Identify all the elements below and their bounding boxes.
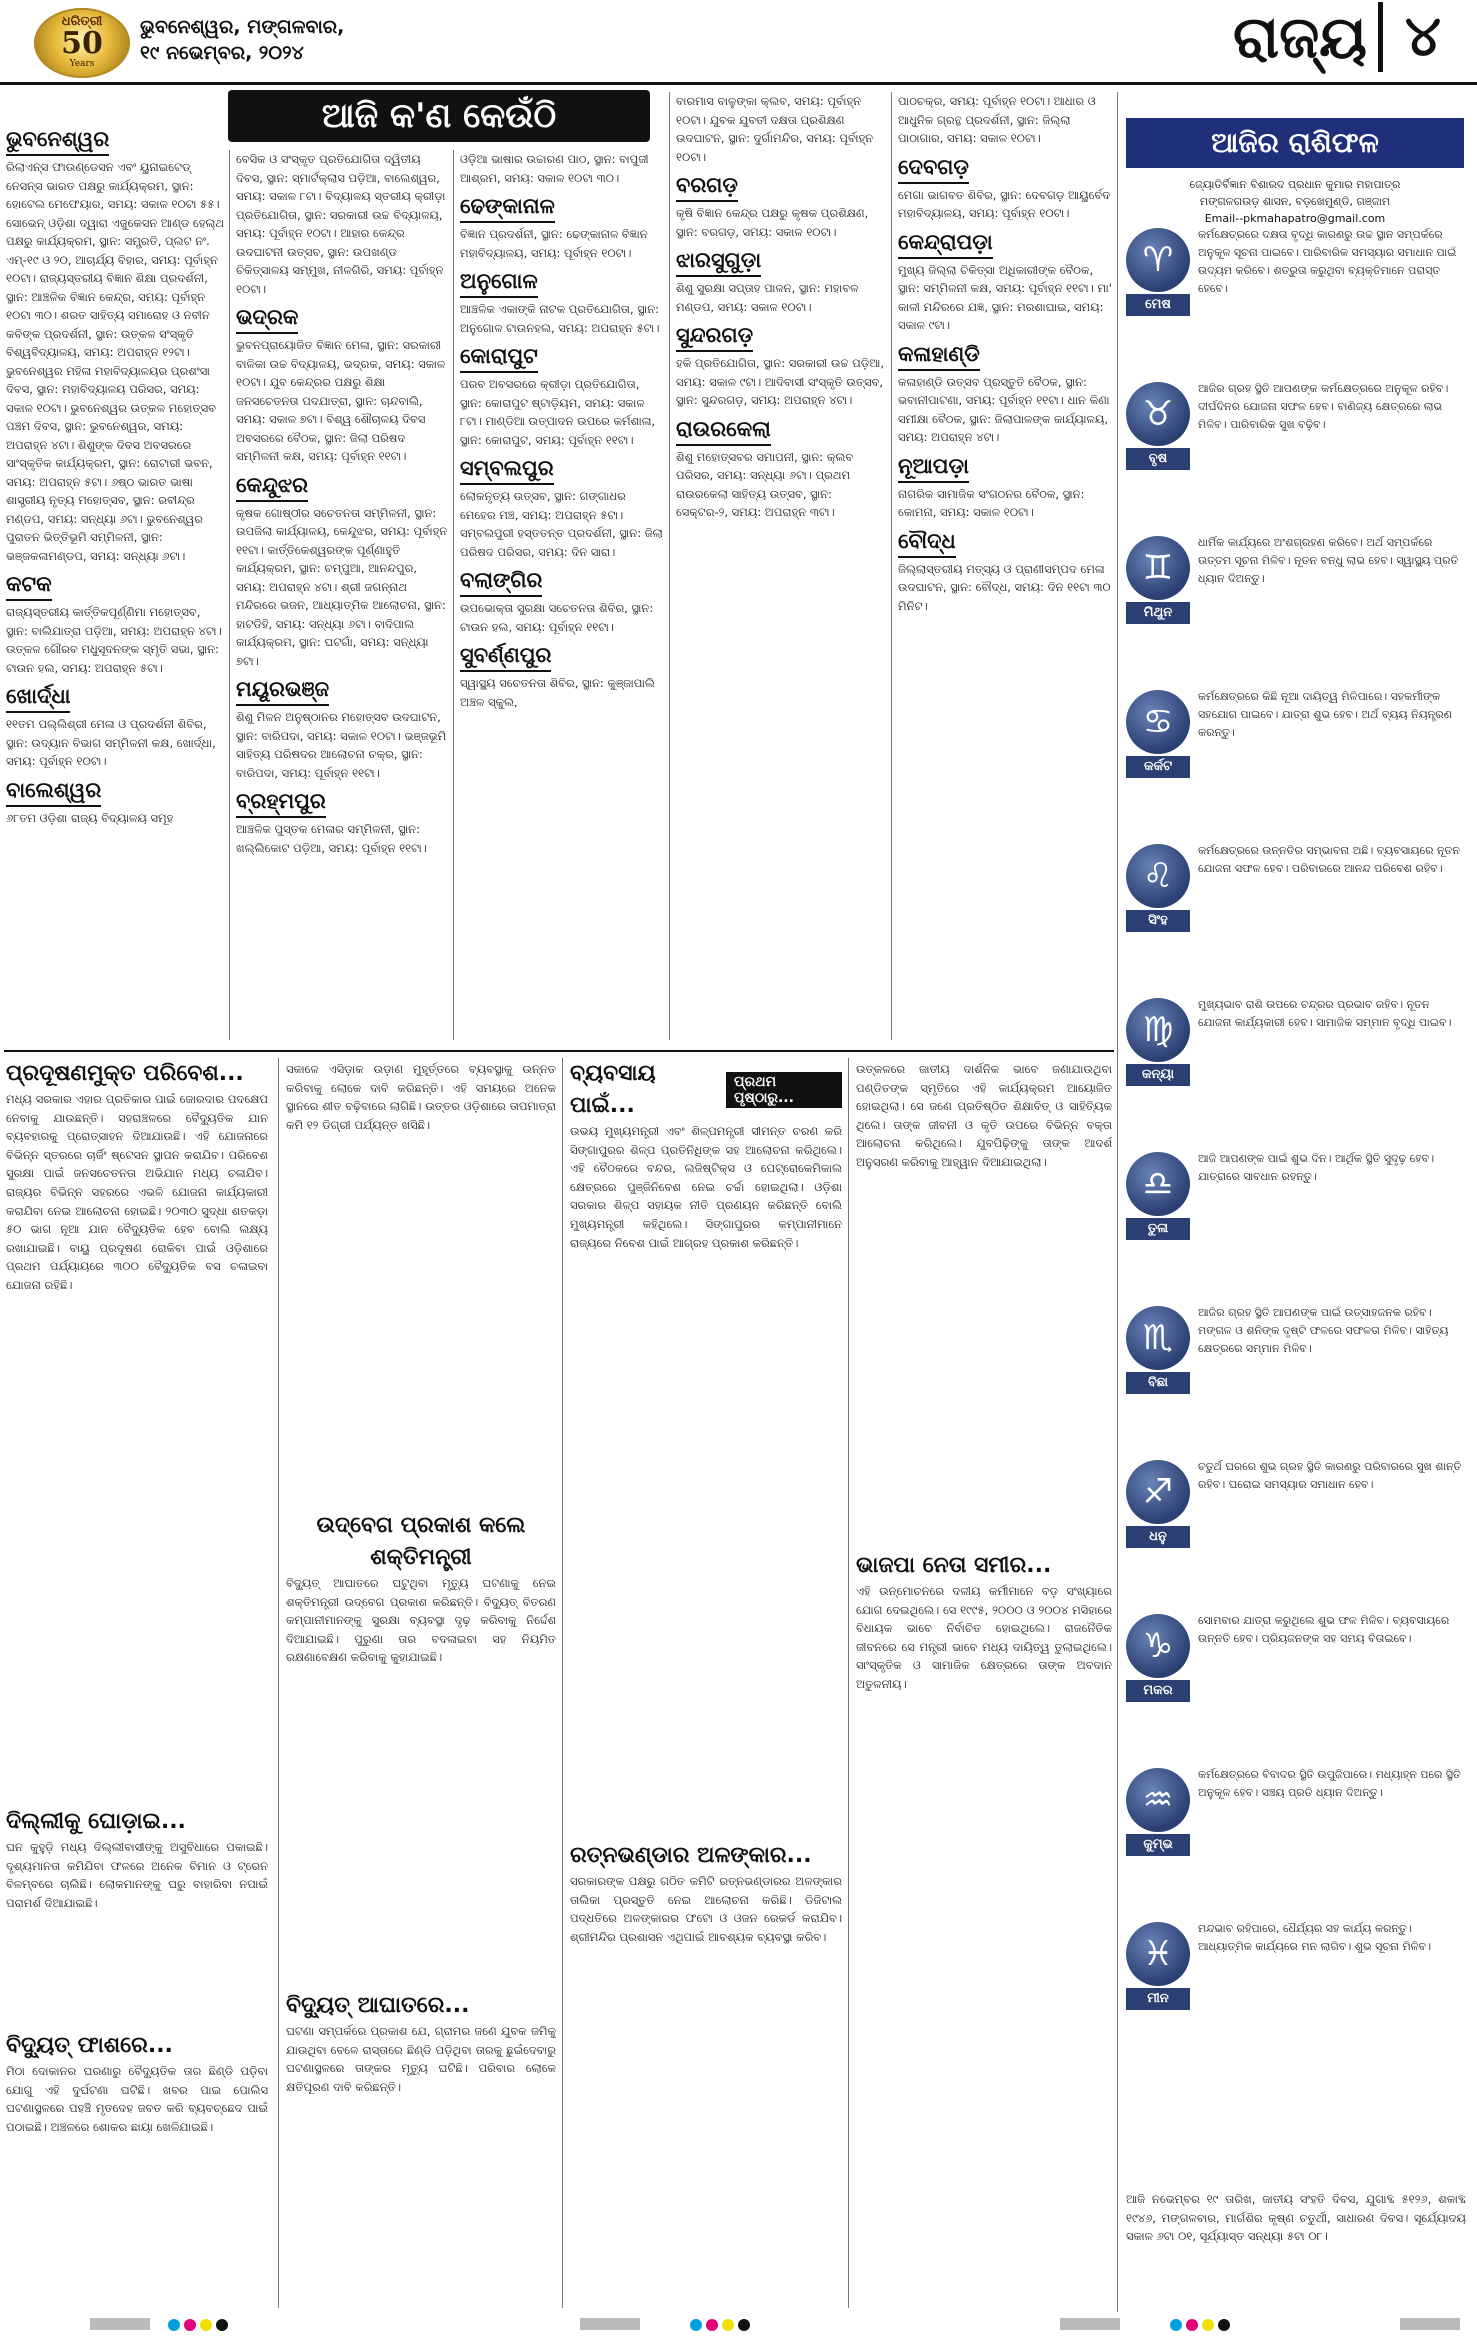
yellow-mark	[1202, 2319, 1214, 2331]
zodiac-item	[1126, 838, 1466, 974]
zodiac-forecast: କର୍ମକ୍ଷେତ୍ରରେ ଦକ୍ଷତା ବୃଦ୍ଧି କାରଣରୁ ଉଚ୍ଚ ସ୍ଥାନ ସମ୍ପର୍କରେ ଅନୁକୂଳ ସୂଚନା ପାଇବେ। ପାରିବାରିକ ସମସ୍ୟାର ସମାଧାନ ପାଇଁ ଉଦ୍ୟମ କରିବେ। ଶତ୍ରୁତା କରୁଥିବା ବ୍ୟକ୍ତିମାନେ ପରାସ୍ତ ହେବେ।	[1198, 228, 1457, 295]
zodiac-symbol-icon: ♎	[1126, 1152, 1190, 1216]
column-divider	[562, 1058, 563, 2308]
column-intro-events: ପାଠଚକ୍ର, ସମୟ: ପୂର୍ବାହ୍ନ ୧୦ଟା। ଆଧାର ଓ ଆଧୁନିକ ଗ୍ରନ୍ଥ ପ୍ରଦର୍ଶନୀ, ସ୍ଥାନ: ଜିଲ୍ଲା ପାଠାଗାର, ସମୟ: ସକାଳ ୧୦ଟା।	[898, 94, 1096, 145]
zodiac-forecast: ସୋମବାର ଯାତ୍ରା କରୁଥିଲେ ଶୁଭ ଫଳ ମିଳିବ। ବ୍ୟବସାୟରେ ଉନ୍ନତି ହେବ। ପ୍ରିୟଜନଙ୍କ ସହ ସମୟ ବିତାଇବେ।	[1198, 1614, 1450, 1645]
city-events: ମୁଖ୍ୟ ଜିଲ୍ଲା ଚିକିତ୍ସା ଅଧିକାରୀଙ୍କ ବୈଠକ, ସ୍ଥାନ: ସମ୍ମିଳନୀ କକ୍ଷ, ସମୟ: ପୂର୍ବାହ୍ନ ୧୧ଟା। ମା' କାଳୀ ମନ୍ଦିରରେ ଯଜ୍ଞ, ସ୍ଥାନ: ମରଶାଘାଇ, ସମୟ: ସକାଳ ୯ଟା।	[898, 262, 1112, 332]
masthead-rule	[0, 82, 1477, 85]
story-byabasaya	[570, 1058, 842, 1872]
registration-marks	[168, 2316, 232, 2335]
city-heading: କେନ୍ଦ୍ରାପଡ଼ା	[898, 227, 993, 259]
horoscope-byline	[1126, 176, 1464, 227]
zodiac-symbol-icon: ♑	[1126, 1614, 1190, 1678]
cyan-mark	[690, 2319, 702, 2331]
zodiac-symbol-icon: ♊	[1126, 536, 1190, 600]
dateline-date: ୧୯ ନଭେମ୍ବର, ୨୦୨୪	[140, 42, 304, 64]
city-events: ଆଞ୍ଚଳିକ ପୁସ୍ତକ ମେଳାର ସମ୍ମିଳନୀ, ସ୍ଥାନ: ଖଲ୍ଲିକୋଟ ପଡ଼ିଆ, ସମୟ: ପୂର୍ବାହ୍ନ ୧୧ଟା।	[236, 822, 427, 855]
column-intro-events: ଓଡ଼ିଆ ଭାଷାର ଉଚ୍ଚାରଣ ପାଠ, ସ୍ଥାନ: ବାପୁଜୀ ଆଶ୍ରମ, ସମୟ: ସକାଳ ୧୦ଟା ୩୦।	[460, 152, 649, 185]
story-headline: ରତ୍ନଭଣ୍ଡାର ଅଳଙ୍କାର...	[570, 1843, 812, 1868]
logo-years: Years	[69, 59, 95, 69]
zodiac-item	[1126, 684, 1466, 820]
zodiac-label: ମେଷ	[1126, 294, 1190, 316]
black-mark	[216, 2319, 228, 2331]
story-headline: ବିଦ୍ୟୁତ୍ ଫାଶରେ...	[6, 2033, 173, 2058]
column-intro-events: ବେସିକ ଓ ସଂସ୍କୃତ ପ୍ରତିଯୋଗିତା ଦ୍ୱିତୀୟ ଦିବସ, ସ୍ଥାନ: ସ୍ମାର୍ଟକ୍ଲାସ ପଡ଼ିଆ, ବାଲେଶ୍ୱର, ସମୟ: ସକାଳ ୮ଟା। ବିଦ୍ୟାଳୟ ସ୍ତରୀୟ କ୍ରୀଡ଼ା ପ୍ରତିଯୋଗିତା, ସ୍ଥାନ: ସରକାରୀ ଉଚ୍ଚ ବିଦ୍ୟାଳୟ, ସମୟ: ପୂର୍ବାହ୍ନ ୧୦ଟା। ଆହାର କେନ୍ଦ୍ର ଉଦଘାଟନୀ ଉତ୍ସବ, ସ୍ଥାନ: ଉପଖଣ୍ଡ ଚିକିତ୍ସାଳୟ ସମ୍ମୁଖ, ନୀଳଗିରି, ସମୟ: ପୂର୍ବାହ୍ନ ୧୦ଟା।	[236, 152, 446, 296]
story-bjp-neta	[856, 1550, 1112, 2282]
column-divider	[453, 150, 454, 1040]
city-heading: ଭଦ୍ରକ	[236, 302, 298, 334]
city-events: ରାଜ୍ୟସ୍ତରୀୟ କାର୍ତ୍ତିକପୂର୍ଣ୍ଣିମା ମହୋତ୍ସବ, ସ୍ଥାନ: ବାଲିଯାତ୍ରା ପଡ଼ିଆ, ସମୟ: ଅପରାହ୍ନ ୪ଟା। ଉତ୍କଳ ଗୌରବ ମଧୁସୂଦନଙ୍କ ସ୍ମୃତି ସଭା, ସ୍ଥାନ: ଟାଉନ ହଲ, ସମୟ: ଅପରାହ୍ନ ୫ଟା।	[6, 605, 222, 675]
zodiac-forecast: ଆଜି ଆପଣଙ୍କ ପାଇଁ ଶୁଭ ଦିନ। ଆର୍ଥିକ ସ୍ଥିତି ସୁଦୃଢ଼ ହେବ। ଯାତ୍ରାରେ ସାବଧାନ ରହନ୍ତୁ।	[1198, 1152, 1435, 1183]
column-divider	[229, 150, 230, 1040]
zodiac-forecast: ମନ୍ଦଭାବ ରହିପାରେ, ଧୈର୍ଯ୍ୟର ସହ କାର୍ଯ୍ୟ କରନ୍ତୁ। ଆଧ୍ୟାତ୍ମିକ କାର୍ଯ୍ୟରେ ମନ ଲାଗିବ। ଶୁଭ ସୂଚନା ମିଳିବ।	[1198, 1922, 1432, 1953]
city-heading: ବ୍ରହ୍ମପୁର	[236, 786, 326, 818]
zodiac-label: କୁମ୍ଭ	[1126, 1834, 1190, 1856]
logo-title: ଧରିତ୍ରୀ	[61, 14, 103, 29]
city-events: ବିଜ୍ଞାନ ପ୍ରଦର୍ଶନୀ, ସ୍ଥାନ: ଢେଙ୍କାନାଳ ବିଜ୍ଞାନ ମହାବିଦ୍ୟାଳୟ, ସମୟ: ପୂର୍ବାହ୍ନ ୧୦ଟା।	[460, 227, 648, 260]
story-bidyut-phasa	[6, 2030, 268, 2302]
story-body: ଘଟଣା ସମ୍ପର୍କରେ ପ୍ରକାଶ ଯେ, ଗ୍ରାମର ଜଣେ ଯୁବକ ଜମିକୁ ଯାଉଥିବା ବେଳେ ରାସ୍ତାରେ ଛିଣ୍ଡି ପଡ଼ିଥିବା ତାରକୁ ଛୁଇଁଦେବାରୁ ଘଟଣାସ୍ଥଳରେ ତାଙ୍କର ମୃତ୍ୟୁ ଘଟିଛି। ପରିବାର ଲୋକେ କ୍ଷତିପୂରଣ ଦାବି କରିଛନ୍ତି।	[286, 2024, 556, 2094]
section-title: ରାଜ୍ୟ	[1232, 3, 1367, 71]
story-pradushan	[6, 1058, 268, 1770]
city-heading: ବାଲେଶ୍ୱର	[6, 775, 101, 807]
city-events: କଳାହାଣ୍ଡି ଉତ୍ସବ ପ୍ରସ୍ତୁତି ବୈଠକ, ସ୍ଥାନ: ଭବାନୀପାଟଣା, ସମୟ: ପୂର୍ବାହ୍ନ ୧୧ଟା। ଧାନ କିଣା ସମୀକ୍ଷା ବୈଠକ, ସ୍ଥାନ: ଜିଲାପାଳଙ୍କ କାର୍ଯ୍ୟାଳୟ, ସମୟ: ଅପରାହ୍ନ ୪ଟା।	[898, 374, 1110, 444]
zodiac-label: ସିଂହ	[1126, 910, 1190, 932]
city-events: ପରବ ଅବସରରେ କ୍ରୀଡ଼ା ପ୍ରତିଯୋଗିତା, ସ୍ଥାନ: କୋରାପୁଟ ଷ୍ଟାଡ଼ିୟମ, ସମୟ: ସକାଳ ୮ଟା। ମାଣ୍ଡିଆ ଉତ୍ପାଦନ ଉପରେ କର୍ମଶାଳା, ସ୍ଥାନ: କୋରାପୁଟ, ସମୟ: ପୂର୍ବାହ୍ନ ୧୧ଟା।	[460, 377, 656, 447]
city-events: ନାଗରିକ ସାମାଜିକ ସଂଗଠନର ବୈଠକ, ସ୍ଥାନ: କୋମନା, ସମୟ: ସକାଳ ୧୦ଟା।	[898, 486, 1085, 519]
cyan-mark	[168, 2319, 180, 2331]
story-headline: ବିଦ୍ୟୁତ୍ ଆଘାତରେ...	[286, 1993, 470, 2018]
zodiac-item	[1126, 1608, 1466, 1744]
zodiac-item	[1126, 1454, 1466, 1590]
story-continuation: ସକାଳେ ଏସିଡ଼ାକ ଉଡ଼ାଣ ମୁହୂର୍ତ୍ତରେ ବ୍ୟବସ୍ଥାକୁ ଉନ୍ନତ କରିବାକୁ ଲୋକେ ଦାବି କରିଛନ୍ତି। ଏହି ସମୟରେ ଅନେକ ସ୍ଥାନରେ ଶୀତ ବଢ଼ିବାରେ ଲାଗିଛି। ଉତ୍ତର ଓଡ଼ିଶାରେ ତାପମାତ୍ରା କମି ୧୨ ଡିଗ୍ରୀ ପର୍ଯ୍ୟନ୍ତ ଖସିଛି।	[286, 1062, 556, 1132]
city-heading: ନୂଆପଡ଼ା	[898, 451, 969, 483]
city-heading: ସୁବର୍ଣ୍ଣପୁର	[460, 640, 551, 672]
magenta-mark	[1186, 2319, 1198, 2331]
city-heading: ବଲାଙ୍ଗିର	[460, 565, 542, 597]
events-column-2	[236, 150, 448, 1042]
print-color-bar	[1060, 2318, 1120, 2330]
story-body: ଘନ କୁହୁଡ଼ି ମଧ୍ୟ ଦିଲ୍ଲୀବାସୀଙ୍କୁ ଅସୁବିଧାରେ ପକାଇଛି। ଦୃଶ୍ୟମାନତା କମିଯିବା ଫଳରେ ଅନେକ ବିମାନ ଓ ଟ୍ରେନ ବିଳମ୍ବରେ ଚାଲିଛି। ଲୋକମାନଙ୍କୁ ଘରୁ ବାହାରିବା ନପାଇଁ ପରାମର୍ଶ ଦିଆଯାଇଛି।	[6, 1840, 268, 1910]
dateline-place-day: ଭୁବନେଶ୍ୱର, ମଙ୍ଗଳବାର,	[140, 16, 345, 38]
dateline	[140, 14, 344, 66]
events-column-1	[6, 122, 224, 1042]
city-heading: କଳାହାଣ୍ଡି	[898, 339, 980, 371]
zodiac-item	[1126, 992, 1466, 1128]
story-body: ମଧ୍ୟ ସରକାର ଏହାର ପ୍ରତିକାର ପାଇଁ ଜୋରଦାର ପଦକ୍ଷେପ ନେବାକୁ ଯାଉଛନ୍ତି। ସହରାଞ୍ଚଳରେ ବୈଦ୍ୟୁତିକ ଯାନ ବ୍ୟବହାରକୁ ପ୍ରୋତ୍ସାହନ ଦିଆଯାଉଛି। ଏହି ଯୋଜନାରେ ବିଭିନ୍ନ ସ୍ତରରେ ଚାର୍ଜିଂ ଷ୍ଟେସନ ସ୍ଥାପନ କରାଯିବ। ପରିବେଶ ସୁରକ୍ଷା ପାଇଁ ଜନସଚେତନତା ଅଭିଯାନ ମଧ୍ୟ ଚଳାଯିବ। ରାଜ୍ୟର ବିଭିନ୍ନ ସହରରେ ଏଭଳି ଯୋଜନା କାର୍ଯ୍ୟକାରୀ କରାଯିବା ନେଇ ଆଲୋଚନା ହୋଇଛି। ୨୦୩୦ ସୁଦ୍ଧା ଶତକଡ଼ା ୫୦ ଭାଗ ନୂଆ ଯାନ ବୈଦ୍ୟୁତିକ ହେବ ବୋଲି ଲକ୍ଷ୍ୟ ରଖାଯାଇଛି। ବାୟୁ ପ୍ରଦୂଷଣ ରୋକିବା ପାଇଁ ଓଡ଼ିଶାରେ ପ୍ରଥମ ପର୍ଯ୍ୟାୟରେ ୩୦୦ ବୈଦ୍ୟୁତିକ ବସ ଚଳାଇବା ଯୋଜନା ରହିଛି।	[6, 1092, 268, 1292]
zodiac-forecast: କର୍ମକ୍ଷେତ୍ରରେ ଉନ୍ନତିର ସମ୍ଭାବନା ଅଛି। ବ୍ୟବସାୟରେ ନୂତନ ଯୋଜନା ସଫଳ ହେବ। ପରିବାରରେ ଆନନ୍ଦ ପରିବେଶ ରହିବ।	[1198, 844, 1460, 875]
astrologer-address: ମଙ୍ଗଳଗଉଡ଼ ଶାସନ, ବଡ଼ଖେମୁଣ୍ଡି, ଗଞ୍ଜାମ	[1199, 195, 1391, 208]
black-mark	[738, 2319, 750, 2331]
zodiac-symbol-icon: ♋	[1126, 690, 1190, 754]
city-heading: ବୌଦ୍ଧ	[898, 526, 956, 558]
zodiac-label: କର୍କଟ	[1126, 756, 1190, 778]
astrologer-name: ଜ୍ୟୋତିର୍ବିଜ୍ଞାନ ବିଶାରଦ ପ୍ରଧାନ କୁମାର ମହାପାତ୍ର	[1189, 178, 1401, 191]
story-udbega	[286, 1510, 556, 2014]
zodiac-symbol-icon: ♌	[1126, 844, 1190, 908]
story-body: ବିଦ୍ୟୁତ୍ ଆଘାତରେ ଘଟୁଥିବା ମୃତ୍ୟୁ ଘଟଣାକୁ ନେଇ ଶକ୍ତିମନ୍ତ୍ରୀ ଉଦ୍‌ବେଗ ପ୍ରକାଶ କରିଛନ୍ତି। ବିଦ୍ୟୁତ୍ ବିତରଣ କମ୍ପାନୀମାନଙ୍କୁ ସୁରକ୍ଷା ବ୍ୟବସ୍ଥା ଦୃଢ଼ କରିବାକୁ ନିର୍ଦ୍ଦେଶ ଦିଆଯାଇଛି। ପୁରୁଣା ତାର ବଦଳାଇବା ସହ ନିୟମିତ ରକ୍ଷଣାବେକ୍ଷଣ କରିବାକୁ କୁହାଯାଇଛି।	[286, 1576, 556, 1665]
column-divider	[1117, 92, 1118, 2312]
story-continuation: ଉତ୍କଳରେ ଜାତୀୟ ଦାର୍ଶନିକ ଭାବେ ଜଣାଯାଉଥିବା ପଣ୍ଡିତଙ୍କ ସ୍ମୃତିରେ ଏହି କାର୍ଯ୍ୟକ୍ରମ ଆୟୋଜିତ ହୋଇଥିଲା। ସେ ଜଣେ ପ୍ରତିଷ୍ଠିତ ଶିକ୍ଷାବିତ୍ ଓ ସାହିତ୍ୟିକ ଥିଲେ। ତାଙ୍କ ଜୀବନୀ ଓ କୃତି ଉପରେ ବିଭିନ୍ନ ବକ୍ତା ଆଲୋଚନା କରିଥିଲେ। ଯୁବପିଢ଼ିଙ୍କୁ ତାଙ୍କ ଆଦର୍ଶ ଅନୁସରଣ କରିବାକୁ ଆହ୍ୱାନ ଦିଆଯାଇଥିଲା।	[856, 1062, 1112, 1169]
zodiac-item	[1126, 530, 1466, 666]
story-body: ସରକାରଙ୍କ ପକ୍ଷରୁ ଗଠିତ କମିଟି ରତ୍ନଭଣ୍ଡାରର ଅଳଙ୍କାର ତାଲିକା ପ୍ରସ୍ତୁତି ନେଇ ଆଲୋଚନା କରିଛି। ଡିଜିଟାଲ ପଦ୍ଧତିରେ ଅଳଙ୍କାରର ଫଟୋ ଓ ଓଜନ ରେକର୍ଡ କରାଯିବ। ଶ୍ରୀମନ୍ଦିର ପ୍ରଶାସନ ଏଥିପାଇଁ ଆବଶ୍ୟକ ବ୍ୟବସ୍ଥା କରିବ।	[570, 1874, 842, 1944]
column-divider	[891, 92, 892, 1040]
continued-tag: ପ୍ରଥମ ପୃଷ୍ଠାରୁ...	[726, 1072, 842, 1108]
zodiac-item	[1126, 1762, 1466, 1898]
zodiac-label: ତୁଳା	[1126, 1218, 1190, 1240]
magenta-mark	[706, 2319, 718, 2331]
zodiac-item	[1126, 1146, 1466, 1282]
print-color-bar	[580, 2318, 640, 2330]
city-events: ଲୋକନୃତ୍ୟ ଉତ୍ସବ, ସ୍ଥାନ: ଗଙ୍ଗାଧର ମେହେର ମଞ୍ଚ, ସମୟ: ଅପରାହ୍ନ ୫ଟା। ସମ୍ବଲପୁରୀ ହସ୍ତତନ୍ତ ପ୍ରଦର୍ଶନୀ, ସ୍ଥାନ: ଜିଲା ପରିଷଦ ପରିସର, ସମୟ: ଦିନ ସାରା।	[460, 489, 663, 559]
city-events: ୧୧ତମ ପଲ୍ଲିଶ୍ରୀ ମେଳା ଓ ପ୍ରଦର୍ଶନୀ ଶିବିର, ସ୍ଥାନ: ଉଦ୍ୟାନ ବିଭାଗ ସମ୍ମିଳନୀ କକ୍ଷ, ଖୋର୍ଦ୍ଧା, ସମୟ: ପୂର୍ବାହ୍ନ ୧୦ଟା।	[6, 717, 216, 768]
city-events: ଉପଭୋକ୍ତା ସୁରକ୍ଷା ସଚେତନତା ଶିବିର, ସ୍ଥାନ: ଟାଉନ ହଲ, ସମୟ: ପୂର୍ବାହ୍ନ ୧୧ଟା।	[460, 601, 654, 634]
zodiac-label: ଧନୁ	[1126, 1526, 1190, 1548]
city-events: ଶିଶୁ ମିଳନ ଅନୁଷ୍ଠାନର ମହୋତ୍ସବ ଉଦଘାଟନ, ସ୍ଥାନ: ବାରିପଦା, ସମୟ: ସକାଳ ୧୦ଟା। ଭଞ୍ଜଭୂମି ସାହିତ୍ୟ ପରିଷଦର ଆଲୋଚନା ଚକ୍ର, ସ୍ଥାନ: ବାରିପଦା, ସମୟ: ପୂର୍ବାହ୍ନ ୧୧ଟା।	[236, 710, 447, 780]
city-heading: ଦେବଗଡ଼	[898, 152, 969, 184]
city-events: କୃଷକ ଗୋଷ୍ଠୀର ସଚେତନତା ସମ୍ମିଳନୀ, ସ୍ଥାନ: ଉପଜିଲା କାର୍ଯ୍ୟାଳୟ, କେନ୍ଦୁଝର, ସମୟ: ପୂର୍ବାହ୍ନ ୧୧ଟା। କାର୍ତ୍ତିକେଶ୍ୱରଙ୍କ ପୂର୍ଣ୍ଣାହୁତି କାର୍ଯ୍ୟକ୍ରମ, ସ୍ଥାନ: ଚମ୍ପୁଆ, ଆନନ୍ଦପୁର, ସମୟ: ଅପରାହ୍ନ ୪ଟା। ଶ୍ରୀ ଜଗନ୍ନାଥ ମନ୍ଦିରରେ ଭଜନ, ଆଧ୍ୟାତ୍ମିକ ଆଲୋଚନା, ସ୍ଥାନ: ହାଟଡିହି, ସମୟ: ସନ୍ଧ୍ୟା ୬ଟା। ବାଦିପାଲ କାର୍ଯ୍ୟକ୍ରମ, ସ୍ଥାନ: ଘଟଗାଁ, ସମୟ: ସନ୍ଧ୍ୟା ୭ଟା।	[236, 505, 448, 668]
story-header	[570, 1058, 842, 1122]
events-banner: ଆଜି କ'ଣ କେଉଁଠି	[228, 90, 650, 142]
city-heading: ସୁନ୍ଦରଗଡ଼	[676, 320, 753, 352]
story-headline: ପ୍ରଦୂଷଣମୁକ୍ତ ପରିବେଶ...	[6, 1061, 244, 1086]
city-events: ଜିଲ୍ଲାସ୍ତରୀୟ ମତ୍ସ୍ୟ ଓ ପ୍ରାଣୀସମ୍ପଦ ମେଳା ଉଦଘାଟନ, ସ୍ଥାନ: ବୌଦ୍ଧ, ସମୟ: ଦିନ ୧୧ଟା ୩୦ ମିନିଟ।	[898, 561, 1111, 613]
zodiac-symbol-icon: ♉	[1126, 382, 1190, 446]
zodiac-symbol-icon: ♈	[1126, 228, 1190, 292]
page-number: ୪	[1378, 2, 1463, 72]
zodiac-item	[1126, 222, 1466, 358]
registration-marks	[690, 2316, 754, 2335]
zodiac-label: ମିଥୁନ	[1126, 602, 1190, 624]
zodiac-label: ମକର	[1126, 1680, 1190, 1702]
city-events: ମେଗା ଭାଗବତ ଶିବିର, ସ୍ଥାନ: ଦେବଗଡ଼ ଆୟୁର୍ବେଦ ମହାବିଦ୍ୟାଳୟ, ସମୟ: ପୂର୍ବାହ୍ନ ୧୦ଟା।	[898, 187, 1111, 220]
horoscope-title: ଆଜିର ରାଶିଫଳ	[1126, 118, 1464, 168]
zodiac-label: ବୃଷ	[1126, 448, 1190, 470]
events-column-3	[460, 150, 664, 1042]
newspaper-logo	[34, 8, 130, 78]
section-rule	[4, 1050, 1114, 1052]
zodiac-label: ମୀନ	[1126, 1988, 1190, 2010]
events-column-4	[676, 92, 886, 1042]
city-heading: ମୟୂରଭଞ୍ଜ	[236, 674, 329, 706]
print-color-bar	[90, 2318, 150, 2330]
story-body: ଉଭୟ ମୁଖ୍ୟମନ୍ତ୍ରୀ ଏବଂ ଶିଳ୍ପମନ୍ତ୍ରୀ ସୀମନ୍ତ ଚରଣ କରି ସିଙ୍ଗାପୁରର ଶିଳ୍ପ ପ୍ରତିନିଧିଙ୍କ ସହ ଆଲୋଚନା କରିଥିଲେ। ଏହି ବୈଠକରେ ବନ୍ଦର, ଲଜିଷ୍ଟିକ୍ସ ଓ ପେଟ୍ରୋକେମିକାଲ କ୍ଷେତ୍ରରେ ପୁଞ୍ଜିନିବେଶ ନେଇ ଚର୍ଚ୍ଚା ହୋଇଥିଲା। ଓଡ଼ିଶା ସରକାର ଶିଳ୍ପ ସହାୟକ ନୀତି ପ୍ରଣୟନ କରିଛନ୍ତି ବୋଲି ମୁଖ୍ୟମନ୍ତ୍ରୀ କହିଥିଲେ। ସିଙ୍ଗାପୁରର କମ୍ପାନୀମାନେ ରାଜ୍ୟରେ ନିବେଶ ପାଇଁ ଆଗ୍ରହ ପ୍ରକାଶ କରିଛନ୍ତି।	[570, 1124, 842, 1250]
zodiac-forecast: ଚତୁର୍ଥ ଘରରେ ଶୁଭ ଗ୍ରହ ସ୍ଥିତି କାରଣରୁ ପରିବାରରେ ସୁଖ ଶାନ୍ତି ରହିବ। ଘରୋଇ ସମସ୍ୟାର ସମାଧାନ ହେବ।	[1198, 1460, 1462, 1491]
story-ratnabhandar	[570, 1840, 842, 2292]
city-heading: ବରଗଡ଼	[676, 170, 738, 202]
logo-anniversary-number: 50	[61, 26, 103, 61]
story-dillinku	[6, 1806, 268, 2018]
city-events: ଭୁବନପ୍ରାୟୋଜିତ ବିଜ୍ଞାନ ମେଳା, ସ୍ଥାନ: ସରକାରୀ ବାଳିକା ଉଚ୍ଚ ବିଦ୍ୟାଳୟ, ଭଦ୍ରକ, ସମୟ: ସକାଳ ୧୦ଟା। ଯୁବ କେନ୍ଦ୍ରର ପକ୍ଷରୁ ଶିକ୍ଷା ଜନସଚେତନତା ପଦଯାତ୍ରା, ସ୍ଥାନ: ଚାନ୍ଦବାଲି, ସମୟ: ସକାଳ ୭ଟା। ବିଶ୍ୱ ଶୌଚାଳୟ ଦିବସ ଅବସରରେ ବୈଠକ, ସ୍ଥାନ: ଜିଲା ପରିଷଦ ସମ୍ମିଳନୀ କକ୍ଷ, ସମୟ: ପୂର୍ବାହ୍ନ ୧୧ଟା।	[236, 338, 446, 463]
zodiac-item	[1126, 1916, 1466, 2052]
story-headline: ଭାଜପା ନେତା ସମୀର...	[856, 1553, 1052, 1578]
zodiac-forecast: ମୁଖ୍ୟଭାବ ରାଶି ଉପରେ ଚନ୍ଦ୍ରର ପ୍ରଭାବ ରହିବ। ନୂତନ ଯୋଜନା କାର୍ଯ୍ୟକାରୀ ହେବ। ସାମାଜିକ ସମ୍ମାନ ବୃଦ୍ଧି ପାଇବ।	[1198, 998, 1452, 1029]
column-intro-events: ବାରମାସ ବାଳୁଙ୍କା କ୍ଲବ, ସମୟ: ପୂର୍ବାହ୍ନ ୧୦ଟା। ଯୁବକ ଯୁବତୀ ଦକ୍ଷତା ପ୍ରଶିକ୍ଷଣ ଉଦଘାଟନ, ସ୍ଥାନ: ଦୁର୍ଗାମନ୍ଦିର, ସମୟ: ପୂର୍ବାହ୍ନ ୧୦ଟା।	[676, 94, 874, 164]
city-events: କୃଷି ବିଜ୍ଞାନ କେନ୍ଦ୍ର ପକ୍ଷରୁ କୃଷକ ପ୍ରଶିକ୍ଷଣ, ସ୍ଥାନ: ବରଗଡ଼, ସମୟ: ସକାଳ ୧୦ଟା।	[676, 206, 869, 239]
city-heading: କେନ୍ଦୁଝର	[236, 470, 308, 502]
zodiac-item	[1126, 1300, 1466, 1436]
panchanga: ଆଜି ନଭେମ୍ବର ୧୯ ତାରିଖ, ଜାତୀୟ ସଂହତି ଦିବସ, ଯୁଗାବ୍ଦ ୫୧୨୬, ଶକାବ୍ଦ ୧୯୪୬, ମଙ୍ଗଳବାର, ମାର୍ଗଶିର କୃଷ୍ଣ ଚତୁର୍ଥୀ, ସାଧାରଣ ଦିବସ। ସୂର୍ଯ୍ୟୋଦୟ ସକାଳ ୬ଟା ୦୧, ସୂର୍ଯ୍ୟାସ୍ତ ସନ୍ଧ୍ୟା ୫ଟା ୦୮।	[1126, 2192, 1466, 2244]
story-body: ମିଠା ଦୋକାନର ଘରଣାରୁ ବୈଦ୍ୟୁତିକ ତାର ଛିଣ୍ଡି ପଡ଼ିବା ଯୋଗୁ ଏହି ଦୁର୍ଘଟଣା ଘଟିଛି। ଖବର ପାଇ ପୋଲିସ ଘଟଣାସ୍ଥଳରେ ପହଞ୍ଚି ମୃତଦେହ ଜବତ କରି ବ୍ୟବଚ୍ଛେଦ ପାଇଁ ପଠାଇଛି। ଅଞ୍ଚଳରେ ଶୋକର ଛାୟା ଖେଳିଯାଇଛି।	[6, 2064, 268, 2134]
city-heading: ରାଉରକେଲା	[676, 414, 771, 446]
column-divider	[669, 92, 670, 1040]
cyan-mark	[1170, 2319, 1182, 2331]
city-events: ଶିଶୁ ମହୋତ୍ସବର ସମାପନୀ, ସ୍ଥାନ: କ୍ଲବ ପରିସର, ସମୟ: ସନ୍ଧ୍ୟା ୬ଟା। ପ୍ରଥମ ରାଉରକେଲା ସାହିତ୍ୟ ଉତ୍ସବ, ସ୍ଥାନ: ସେକ୍ଟର-୨, ସମୟ: ଅପରାହ୍ନ ୩ଟା।	[676, 449, 854, 519]
zodiac-symbol-icon: ♓	[1126, 1922, 1190, 1986]
column-divider	[848, 1058, 849, 2308]
column-divider	[278, 1058, 279, 2308]
zodiac-forecast: ଆଜିର ଗ୍ରହ ସ୍ଥିତି ଆପଣଙ୍କ ପାଇଁ ଉତ୍ସାହଜନକ ରହିବ। ମଙ୍ଗଳ ଓ ଶନିଙ୍କ ଦୃଷ୍ଟି ଫଳରେ ସଫଳତା ମିଳିବ। ସାହିତ୍ୟ କ୍ଷେତ୍ରରେ ସମ୍ମାନ ମିଳିବ।	[1198, 1306, 1449, 1355]
story-headline: ଉଦ୍‌ବେଗ ପ୍ରକାଶ କଲେ ଶକ୍ତିମନ୍ତ୍ରୀ	[316, 1513, 526, 1570]
city-heading: କୋରାପୁଟ	[460, 341, 538, 373]
city-heading: ଢେଙ୍କାନାଳ	[460, 191, 555, 223]
zodiac-label: କନ୍ୟା	[1126, 1064, 1190, 1086]
zodiac-symbol-icon: ♏	[1126, 1306, 1190, 1370]
yellow-mark	[200, 2319, 212, 2331]
story-headline: ବ୍ୟବସାୟ ପାଇଁ...	[570, 1061, 656, 1118]
zodiac-forecast: ଆଜିର ଗ୍ରହ ସ୍ଥିତି ଆପଣଙ୍କ କର୍ମକ୍ଷେତ୍ରରେ ଅନୁକୂଳ ରହିବ। ଦୀର୍ଘଦିନର ଯୋଜନା ସଫଳ ହେବ। ବାଣିଜ୍ୟ କ୍ଷେତ୍ରରେ ଲାଭ ମିଳିବ। ପାରିବାରିକ ସୁଖ ବଢ଼ିବ।	[1198, 382, 1449, 431]
city-events: ହକି ପ୍ରତିଯୋଗିତା, ସ୍ଥାନ: ସରକାରୀ ଉଚ୍ଚ ପଡ଼ିଆ, ସମୟ: ସକାଳ ୯ଟା। ଆଦିବାସୀ ସଂସ୍କୃତି ଉତ୍ସବ, ସ୍ଥାନ: ସୁନ୍ଦରଗଡ଼, ସମୟ: ଅପରାହ୍ନ ୪ଟା।	[676, 356, 885, 407]
zodiac-forecast: ଧାର୍ମିକ କାର୍ଯ୍ୟରେ ଅଂଶଗ୍ରହଣ କରିବେ। ଅର୍ଥ ସମ୍ପର୍କରେ ଉତ୍ତମ ସୂଚନା ମିଳିବ। ନୂତନ ବନ୍ଧୁ ଲାଭ ହେବ। ସ୍ୱାସ୍ଥ୍ୟ ପ୍ରତି ଧ୍ୟାନ ଦିଅନ୍ତୁ।	[1198, 536, 1459, 585]
events-column-5	[898, 92, 1112, 1042]
zodiac-symbol-icon: ♍	[1126, 998, 1190, 1062]
black-mark	[1218, 2319, 1230, 2331]
yellow-mark	[722, 2319, 734, 2331]
story-bidyut-aghata	[286, 1990, 556, 2292]
astrologer-email: Email--pkmahapatro@gmail.com	[1204, 212, 1386, 225]
zodiac-label: ବିଛା	[1126, 1372, 1190, 1394]
city-heading: ଝାରସୁଗୁଡ଼ା	[676, 245, 761, 277]
magenta-mark	[184, 2319, 196, 2331]
city-events: ଶିଶୁ ସୁରକ୍ଷା ସପ୍ତାହ ପାଳନ, ସ୍ଥାନ: ମହାବଳ ମଣ୍ଡପ, ସମୟ: ସକାଳ ୧୦ଟା।	[676, 281, 859, 314]
city-events: ରିଲାଏନ୍ସ ଫାଉଣ୍ଡେସନ ଏବଂ ୟୁନାଇଟେଡ୍ ନେସନ୍ସ ଭାରତ ପକ୍ଷରୁ କାର୍ଯ୍ୟକ୍ରମ, ସ୍ଥାନ: ହୋଟେଲ ମେଫେୟାର, ସମୟ: ସକାଳ ୧୦ଟା ୫୫। ସୋଭେନ୍ ଓଡ଼ିଶା ଦ୍ୱାରା ଏଜୁକେସନ ଆଣ୍ଡ ହେଲ୍ଥ ପକ୍ଷରୁ କାର୍ଯ୍ୟକ୍ରମ, ସ୍ଥାନ: ସମ୍ପ୍ରତି, ପ୍ଲଟ ନଂ. ଏମ୍-୧୯ ଓ ୨୦, ଆଚାର୍ଯ୍ୟ ବିହାର, ସମୟ: ପୂର୍ବାହ୍ନ ୧୦ଟା। ରାଜ୍ୟସ୍ତରୀୟ ବିଜ୍ଞାନ ଶିକ୍ଷା ପ୍ରଦର୍ଶନୀ, ସ୍ଥାନ: ଆଞ୍ଚଳିକ ବିଜ୍ଞାନ କେନ୍ଦ୍ର, ସମୟ: ପୂର୍ବାହ୍ନ ୧୦ଟା ୩୦। ଶରତ ସାହିତ୍ୟ ସମାରୋହ ଓ ନବୀନ କବିଙ୍କ ପ୍ରଦର୍ଶନୀ, ସ୍ଥାନ: ଉତ୍କଳ ସଂସ୍କୃତି ବିଶ୍ୱବିଦ୍ୟାଳୟ, ସମୟ: ଅପରାହ୍ନ ୧୨ଟା। ଭୁବନେଶ୍ୱର ମହିଳା ମହାବିଦ୍ୟାଳୟର ପ୍ରଶଂସା ଦିବସ, ସ୍ଥାନ: ମହାବିଦ୍ୟାଳୟ ପରିସର, ସମୟ: ସକାଳ ୧୦ଟା। ଭୁବନେଶ୍ୱର ଉତ୍କଳ ମହୋତ୍ସବ ପଞ୍ଚମ ଦିବସ, ସ୍ଥାନ: ଭୁବନେଶ୍ୱର, ସମୟ: ଅପରାହ୍ନ ୪ଟା। ଶିଶୁଙ୍କ ଦିବସ ଅବସରରେ ସାଂସ୍କୃତିକ କାର୍ଯ୍ୟକ୍ରମ, ସ୍ଥାନ: ରୋଟାରୀ ଭବନ, ସମୟ: ଅପରାହ୍ନ ୫ଟା। ୬ଷ୍ଠ ଭାରତ ଭାଷା ଶାସ୍ତ୍ରୀୟ ନୃତ୍ୟ ମହୋତ୍ସବ, ସ୍ଥାନ: ରବୀନ୍ଦ୍ର ମଣ୍ଡପ, ସମୟ: ସନ୍ଧ୍ୟା ୬ଟା। ଭୁବନେଶ୍ୱର ପୁରାତନ ଭିତ୍ତିଭୂମି ସମ୍ମିଳନୀ, ସ୍ଥାନ: ଭଞ୍ଜକଳାମଣ୍ଡପ, ସମୟ: ସନ୍ଧ୍ୟା ୬ଟା।	[6, 160, 224, 563]
city-heading: ଖୋର୍ଦ୍ଧା	[6, 681, 70, 713]
zodiac-forecast: କର୍ମକ୍ଷେତ୍ରରେ କିଛି ନୂଆ ଦାୟିତ୍ୱ ମିଳିପାରେ। ସହକର୍ମୀଙ୍କ ସହଯୋଗ ପାଇବେ। ଯାତ୍ରା ଶୁଭ ହେବ। ଅର୍ଥ ବ୍ୟୟ ନିୟନ୍ତ୍ରଣ କରନ୍ତୁ।	[1198, 690, 1452, 739]
city-heading: ସମ୍ବଲପୁର	[460, 453, 554, 485]
city-heading: ଭୁବନେଶ୍ୱର	[6, 124, 109, 156]
print-color-bar	[1400, 2318, 1460, 2330]
story-headline: ଦିଲ୍ଲୀକୁ ଘୋଡ଼ାଇ...	[6, 1809, 186, 1834]
zodiac-symbol-icon: ♐	[1126, 1460, 1190, 1524]
city-events: ସ୍ୱାସ୍ଥ୍ୟ ସଚେତନତା ଶିବିର, ସ୍ଥାନ: କୁଞ୍ଜାପାଲି ଅଞ୍ଚଳ ସ୍କୁଲ,	[460, 676, 655, 709]
city-events: ୬୮ତମ ଓଡ଼ିଶା ରାଜ୍ୟ ବିଦ୍ୟାଳୟ ସମୂହ	[6, 810, 174, 825]
story-body: ଏହି ଉନ୍ମୋଚନରେ ଦଳୀୟ କର୍ମୀମାନେ ବଡ଼ ସଂଖ୍ୟାରେ ଯୋଗ ଦେଇଥିଲେ। ସେ ୧୯୯୫, ୨୦୦୦ ଓ ୨୦୦୪ ମସିହାରେ ବିଧାୟକ ଭାବେ ନିର୍ବାଚିତ ହୋଇଥିଲେ। ରାଜନୈତିକ ଜୀବନରେ ସେ ମନ୍ତ୍ରୀ ଭାବେ ମଧ୍ୟ ଦାୟିତ୍ୱ ତୁଲାଇଥିଲେ। ସାଂସ୍କୃତିକ ଓ ସାମାଜିକ କ୍ଷେତ୍ରରେ ତାଙ୍କ ଅବଦାନ ଅତୁଳନୀୟ।	[856, 1584, 1112, 1691]
city-heading: ଅନୁଗୋଳ	[460, 266, 538, 298]
zodiac-item	[1126, 376, 1466, 512]
zodiac-symbol-icon: ♒	[1126, 1768, 1190, 1832]
city-heading: କଟକ	[6, 569, 52, 601]
registration-marks	[1170, 2316, 1234, 2335]
city-events: ଆଞ୍ଚଳିକ ଏକାଙ୍କି ନାଟକ ପ୍ରତିଯୋଗିତା, ସ୍ଥାନ: ଅନୁଗୋଳ ଟାଉନହଲ, ସମୟ: ଅପରାହ୍ନ ୫ଟା।	[460, 302, 660, 335]
zodiac-forecast: କର୍ମକ୍ଷେତ୍ରରେ ବିବାଦର ସ୍ଥିତି ଉପୁଜିପାରେ। ମଧ୍ୟାହ୍ନ ପରେ ସ୍ଥିତି ଅନୁକୂଳ ହେବ। ସଞ୍ଚୟ ପ୍ରତି ଧ୍ୟାନ ଦିଅନ୍ତୁ।	[1198, 1768, 1461, 1799]
